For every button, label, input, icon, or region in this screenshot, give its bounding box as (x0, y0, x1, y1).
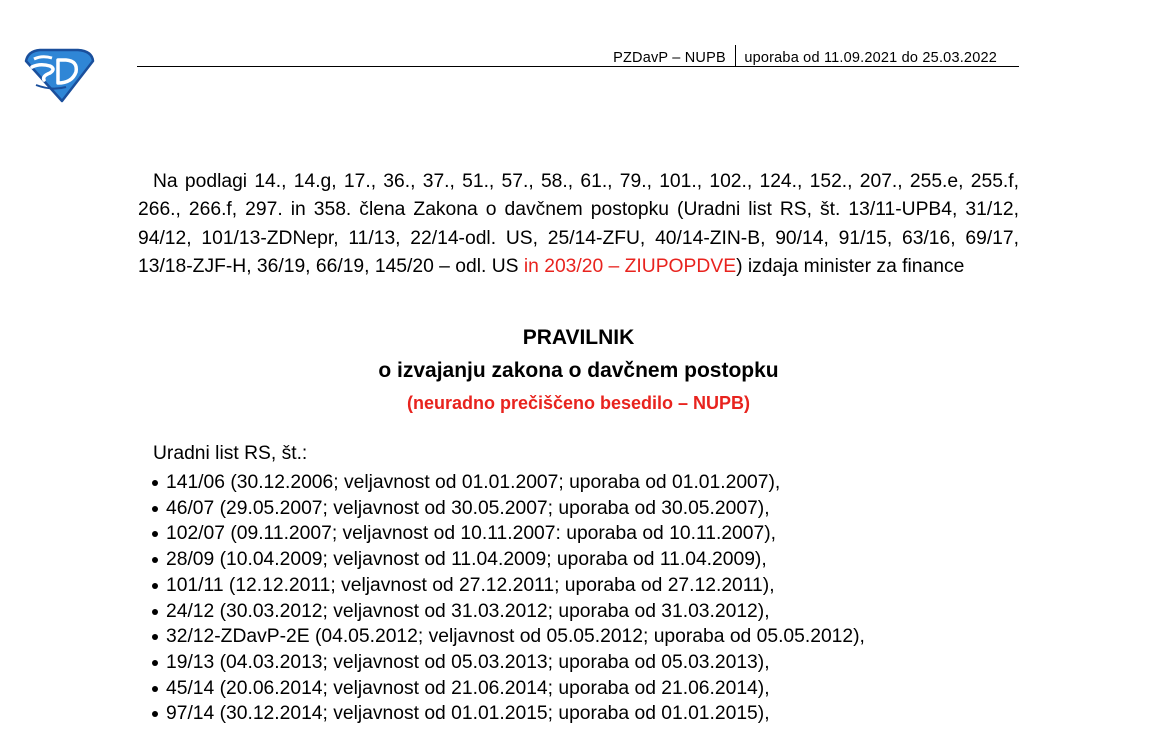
page-header (137, 44, 1019, 67)
gazette-list-item (146, 470, 865, 496)
gazette-item-text: 19/13 (04.03.2013; veljavnost od 05.03.2013; uporaba od 05.03.2013), (166, 651, 770, 673)
intro-paragraph (138, 168, 1019, 282)
bullet-icon (152, 660, 158, 666)
header-info (613, 45, 997, 67)
header-separator (735, 45, 737, 67)
gazette-item-text: 46/07 (29.05.2007; veljavnost od 30.05.2007; uporaba od 30.05.2007), (166, 497, 770, 519)
gazette-item-text: 101/11 (12.12.2011; veljavnost od 27.12.2011; uporaba od 27.12.2011), (166, 574, 775, 596)
sd-shield-logo-icon (22, 47, 96, 103)
gazette-list-item (146, 496, 865, 522)
bullet-icon (152, 686, 158, 692)
bullet-icon (152, 583, 158, 589)
bullet-icon (152, 506, 158, 512)
gazette-list (146, 470, 865, 727)
doc-title: PRAVILNIK (522, 326, 635, 349)
doc-unofficial-note: (neuradno prečiščeno besedilo – NUPB) (406, 393, 751, 413)
gazette-item-text: 45/14 (20.06.2014; veljavnost od 21.06.2014; uporaba od 21.06.2014), (166, 677, 770, 699)
gazette-item-text: 141/06 (30.12.2006; veljavnost od 01.01.2007; uporaba od 01.01.2007), (166, 472, 781, 493)
bullet-icon (152, 557, 158, 563)
gazette-list-item (146, 547, 865, 573)
doc-subtitle: o izvajanju zakona o davčnem postopku (378, 359, 779, 382)
gazette-heading: Uradni list RS, št.: (153, 443, 308, 464)
gazette-list-item (146, 573, 865, 599)
gazette-list-item (146, 599, 865, 625)
doc-code: PZDavP – NUPB (613, 50, 726, 66)
intro-text-end: ) izdaja minister za finance (736, 256, 965, 278)
bullet-icon (152, 711, 158, 717)
bullet-icon (152, 634, 158, 640)
validity-period: uporaba od 11.09.2021 do 25.03.2022 (744, 50, 997, 66)
gazette-item-text: 24/12 (30.03.2012; veljavnost od 31.03.2012; uporaba od 31.03.2012), (166, 600, 770, 622)
intro-amendment-highlight: in 203/20 – ZIUPOPDVE (523, 256, 737, 278)
gazette-item-text: 28/09 (10.04.2009; veljavnost od 11.04.2009; uporaba od 11.04.2009), (166, 549, 767, 571)
intro-text: Na podlagi 14., 14.g, 17., 36., 37., 51., 57., 58., 61., 79., 101., 102., 124., 152., 207., 255.e, 255.f, 266., 266.f, 297. in 358. člena Zakona o davčnem postopku (Uradni list RS, št. 13/11-UPB4, 31/12, 94/12, 101/13-ZDNepr, 11/13, 22/14-odl. US, 25/14-ZFU, 40/14-ZIN-B, 90/14, 91/15, 63/16, 69/17, 13/18-ZJF-H, 36/19, 66/19, 145/20 – odl. US (138, 171, 1019, 278)
gazette-item-text: 102/07 (09.11.2007; veljavnost od 10.11.2007: uporaba od 10.11.2007), (166, 523, 776, 545)
gazette-list-item (146, 650, 865, 676)
gazette-list-item (146, 676, 865, 702)
gazette-list-item (146, 624, 865, 650)
gazette-item-text: 32/12-ZDavP-2E (04.05.2012; veljavnost od 05.05.2012; uporaba od 05.05.2012), (166, 626, 865, 648)
gazette-list-item (146, 701, 865, 727)
gazette-item-text: 97/14 (30.12.2014; veljavnost od 01.01.2015; uporaba od 01.01.2015), (166, 703, 770, 725)
bullet-icon (152, 609, 158, 615)
gazette-list-item (146, 521, 865, 547)
bullet-icon (152, 531, 158, 537)
bullet-icon (152, 480, 158, 486)
